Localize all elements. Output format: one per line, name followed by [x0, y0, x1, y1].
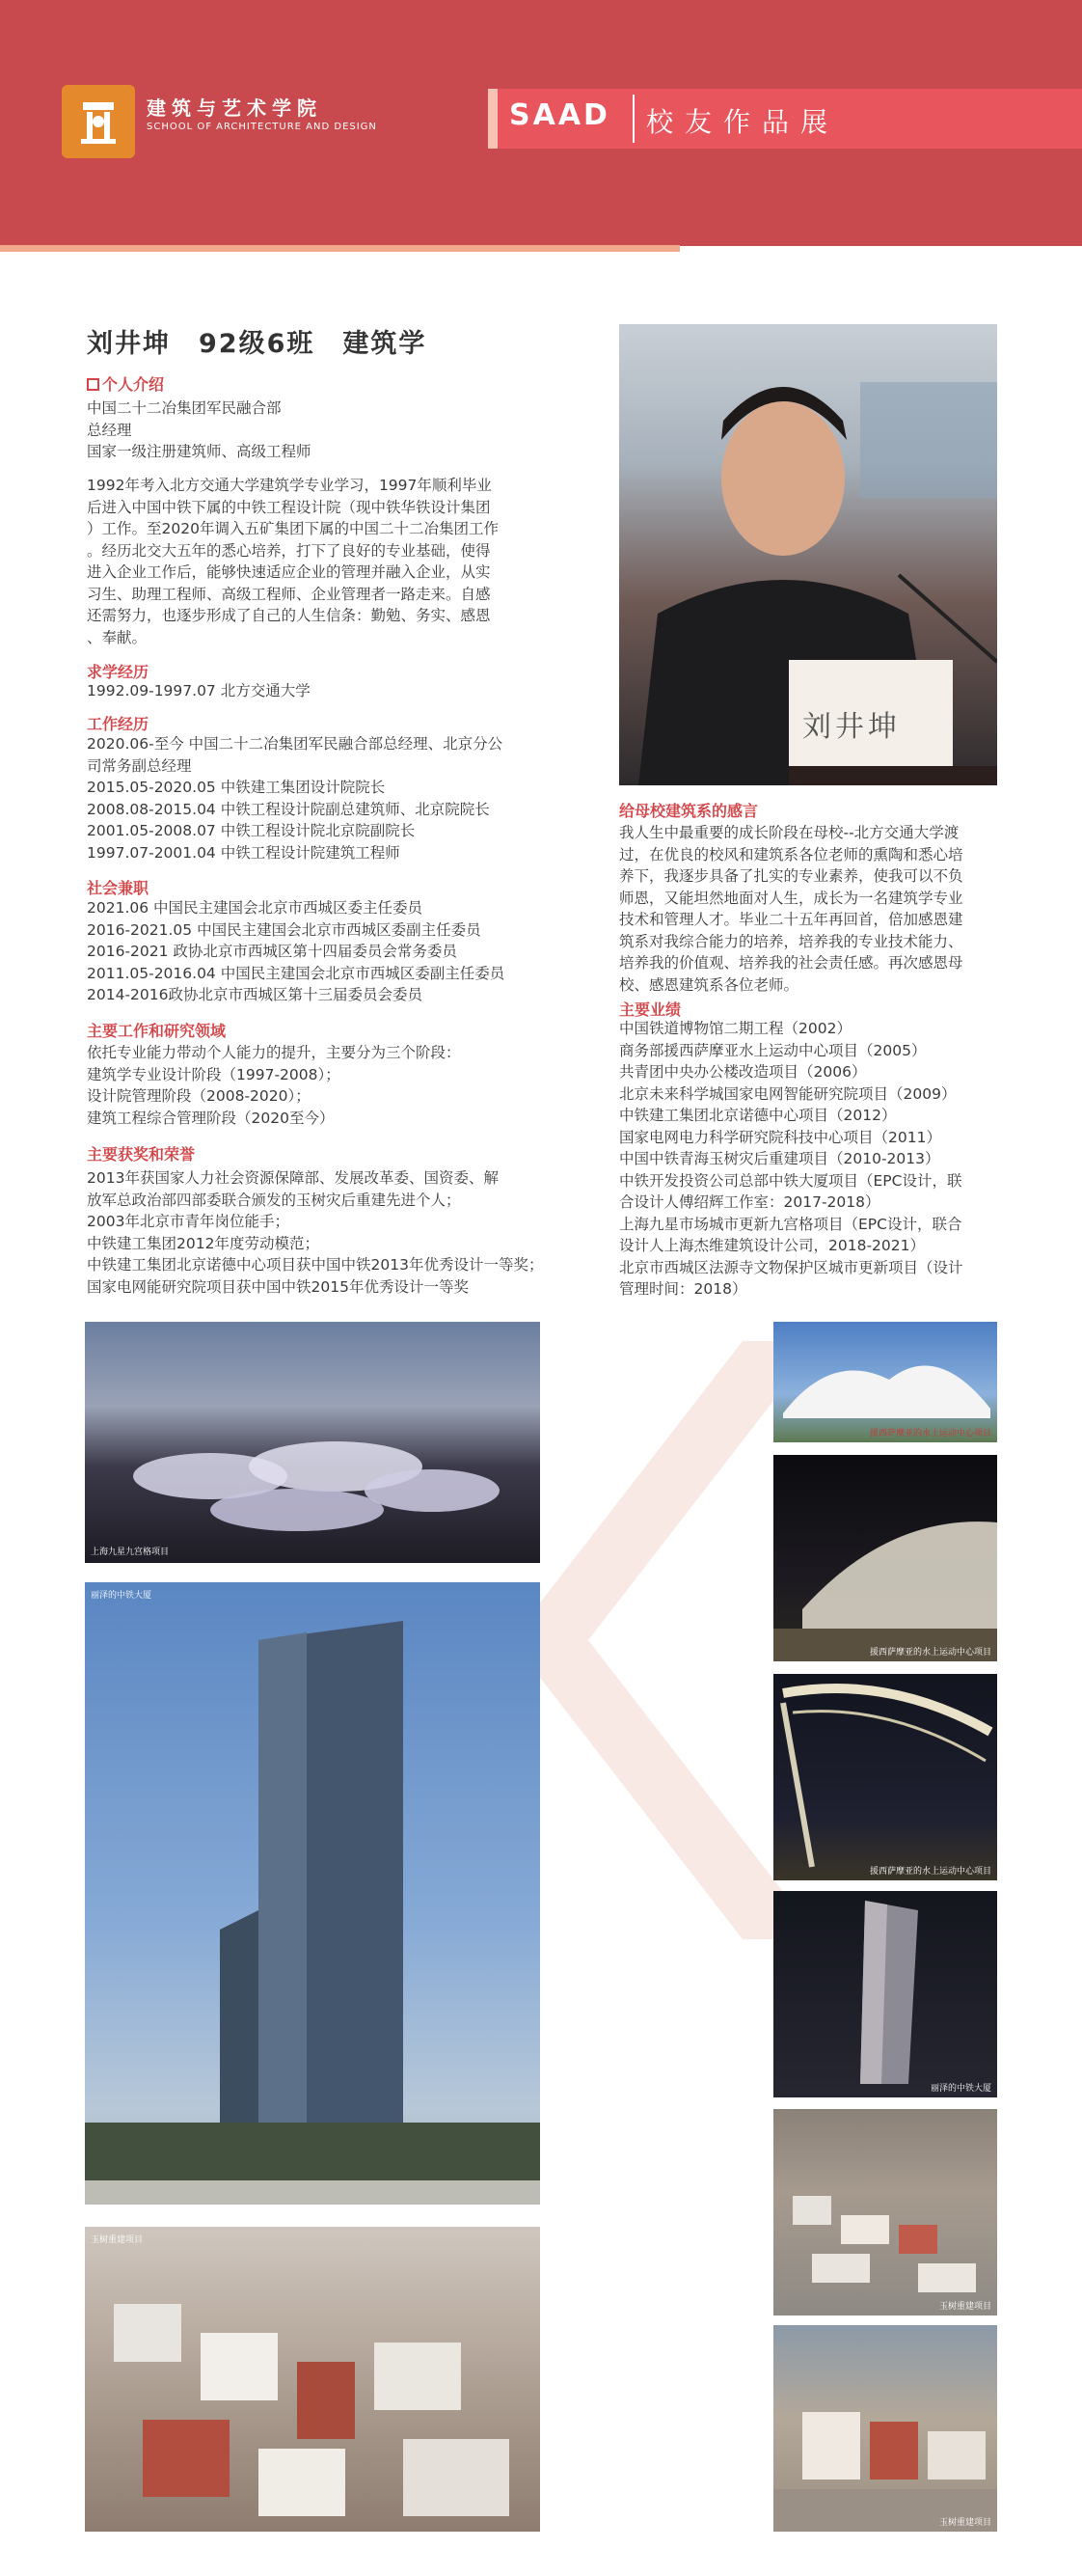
thanks-line: 师恩，又能坦然地面对人生，成长为一名建筑学专业: [619, 889, 963, 907]
social-line: 2011.05-2016.04 中国民主建国会北京市西城区委副主任委员: [87, 964, 505, 982]
nameplate-text: 刘井坤: [802, 710, 901, 744]
projects-lines: [619, 1018, 963, 1301]
shanghai-illustration: [85, 1322, 540, 1563]
samoa3-illustration: [773, 1674, 997, 1880]
social-line: 2014-2016政协北京市西城区第十三届委员会委员: [87, 986, 422, 1003]
bio-line: ）工作。至2020年调入五矿集团下属的中国二十二冶集团工作: [87, 520, 499, 537]
bio-line: 习生、助理工程师、高级工程师、企业管理者一路走来。自感: [87, 585, 491, 603]
samoa1-illustration: [773, 1322, 997, 1442]
project-line: 中国中铁青海玉树灾后重建项目（2010-2013）: [619, 1150, 940, 1167]
bio-line: 。经历北交大五年的悉心培养，打下了良好的专业基础，使得: [87, 541, 491, 560]
project-line: 设计人上海杰维建筑设计公司，2018-2021）: [619, 1237, 925, 1254]
thanks-heading: 给母校建筑系的感言: [619, 802, 759, 820]
thanks-line: 技术和管理人才。毕业二十五年再回首，倍加感恩建: [619, 911, 963, 928]
school-name-cn: 建筑与艺术学院: [147, 96, 322, 120]
social-heading: 社会兼职: [87, 879, 149, 897]
bio-line: 1992年考入北方交通大学建筑学专业学习，1997年顺利毕业: [87, 477, 492, 494]
bio-line: 、奉献。: [87, 628, 148, 646]
research-line: 设计院管理阶段（2008-2020）；: [87, 1087, 311, 1105]
project-line: 共青团中央办公楼改造项目（2006）: [619, 1063, 867, 1081]
school-name-en: SCHOOL OF ARCHITECTURE AND DESIGN: [147, 122, 377, 132]
social-line: 2016-2021 政协北京市西城区第十四届委员会常务委员: [87, 943, 457, 960]
intro-line: 总经理: [87, 421, 132, 439]
award-line: 2013年获国家人力社会资源保障部、发展改革委、国资委、解: [87, 1169, 499, 1187]
education-heading: 求学经历: [87, 663, 149, 681]
header-accent-line: [0, 245, 680, 252]
exhibit-banner-strip: [488, 89, 498, 149]
samoa3-caption: 援西萨摩亚的水上运动中心项目: [869, 1867, 991, 1877]
research-line: 建筑学专业设计阶段（1997-2008）；: [87, 1065, 340, 1083]
research-line: 依托专业能力带动个人能力的提升，主要分为三个阶段：: [87, 1044, 461, 1061]
project-line: 国家电网电力科学研究院科技中心项目（2011）: [619, 1128, 941, 1146]
thanks-line: 养下，我逐步具备了扎实的专业素养，使我可以不负: [619, 867, 963, 885]
research-lines: [87, 1042, 461, 1129]
award-line: 国家电网能研究院项目获中国中铁2015年优秀设计一等奖: [87, 1277, 469, 1296]
samoa2-caption: 援西萨摩亚的水上运动中心项目: [869, 1648, 991, 1658]
intro-line: 国家一级注册建筑师、高级工程师: [87, 443, 311, 460]
bio-paragraph: [87, 475, 499, 648]
projects-heading: 主要业绩: [619, 1000, 682, 1019]
school-logo: [62, 85, 135, 158]
samoa-photo-3: [773, 1674, 997, 1880]
yushu-r1-illustration: [773, 2109, 997, 2316]
yushu-left-illustration: [85, 2227, 540, 2532]
shanghai-project-photo: [85, 1322, 540, 1563]
education-line: 1992.09-1997.07 北方交通大学: [87, 682, 311, 699]
saad-label: SAAD: [509, 98, 610, 132]
samoa1-caption: 援西萨摩亚的水上运动中心项目: [869, 1429, 991, 1439]
alumni-title: 刘井坤 92级6班 建筑学: [87, 329, 427, 359]
yushu-r2-caption: 玉树重建项目: [938, 2518, 991, 2528]
shanghai-caption: 上海九星九宫格项目: [91, 1548, 170, 1557]
column-logo-icon: [79, 98, 118, 145]
thanks-line: 筑系对我综合能力的培养，培养我的专业技术能力、: [619, 932, 963, 950]
exhibit-title: 校友作品展: [646, 106, 840, 138]
yushu-left-caption: 玉树重建项目: [91, 2235, 144, 2245]
bio-line: 后进入中国中铁下属的中铁工程设计院（现中铁华铁设计集团: [87, 498, 491, 516]
awards-heading: 主要获奖和荣誉: [87, 1145, 196, 1164]
project-line: 中铁建工集团北京诺德中心项目（2012）: [619, 1107, 897, 1124]
work-line: 2020.06-至今 中国二十二冶集团军民融合部总经理、北京分公: [87, 735, 503, 753]
thanks-line: 校、感恩建筑系各位老师。: [619, 975, 799, 994]
bio-line: 进入企业工作后，能够快速适应企业的管理并融入企业，从实: [87, 563, 491, 581]
intro-heading: [87, 372, 164, 395]
yushu-r1-caption: 玉树重建项目: [938, 2302, 991, 2312]
portrait-photo: [619, 324, 997, 785]
intro-lines: [87, 397, 311, 463]
project-line: 合设计人傅绍辉工作室：2017-2018）: [619, 1193, 880, 1211]
social-lines: [87, 897, 504, 1006]
yushu-right-photo-2: [773, 2325, 997, 2532]
intro-line: 中国二十二冶集团军民融合部: [87, 399, 282, 417]
project-line: 商务部援西萨摩亚水上运动中心项目（2005）: [619, 1041, 927, 1059]
award-line: 中铁建工集团北京诺德中心项目获中国中铁2013年优秀设计一等奖；: [87, 1256, 544, 1274]
project-line: 中国铁道博物馆二期工程（2002）: [619, 1020, 852, 1037]
work-line: 2008.08-2015.04 中铁工程设计院副总建筑师、北京院院长: [87, 800, 490, 818]
award-line: 放军总政治部四部委联合颁发的玉树灾后重建先进个人；: [87, 1191, 461, 1209]
awards-lines: [87, 1167, 543, 1298]
work-lines: [87, 733, 502, 863]
social-line: 2016-2021.05 中国民主建国会北京市西城区委副主任委员: [87, 920, 481, 939]
work-line: 2015.05-2020.05 中铁建工集团设计院院长: [87, 779, 386, 796]
research-line: 建筑工程综合管理阶段（2020至今）: [87, 1109, 335, 1127]
bio-line: 还需努力，也逐步形成了自己的人生信条：勤勉、务实、感恩: [87, 607, 491, 624]
project-line: 中铁开发投资公司总部中铁大厦项目（EPC设计，联: [619, 1171, 962, 1190]
samoa-photo-2: [773, 1455, 997, 1661]
award-line: 2003年北京市青年岗位能手；: [87, 1213, 289, 1230]
thanks-line: 培养我的价值观、培养我的社会责任感。再次感恩母: [619, 954, 963, 972]
edit-icon: [87, 378, 99, 391]
work-line: 2001.05-2008.07 中铁工程设计院北京院副院长: [87, 822, 416, 839]
samoa-photo-1: [773, 1322, 997, 1442]
project-line: 管理时间：2018）: [619, 1280, 747, 1298]
project-line: 北京市西城区法源寺文物保护区城市更新项目（设计: [619, 1258, 963, 1276]
tower-caption: 丽泽的中铁大厦: [91, 1591, 152, 1601]
tower-illustration: [85, 1582, 540, 2205]
yushu-r2-illustration: [773, 2325, 997, 2532]
yushu-left-photo: [85, 2227, 540, 2532]
banner-divider: [633, 95, 635, 143]
award-line: 中铁建工集团2012年度劳动模范；: [87, 1234, 319, 1252]
tower-night-illustration: [773, 1891, 997, 2097]
thanks-lines: [619, 822, 963, 996]
thanks-line: 过，在优良的校风和建筑系各位老师的熏陶和悉心培: [619, 845, 963, 863]
samoa2-illustration: [773, 1455, 997, 1661]
work-line: 司常务副总经理: [87, 756, 192, 775]
project-line: 上海九星市场城市更新九宫格项目（EPC设计，联合: [619, 1215, 962, 1233]
tower-photo: [85, 1582, 540, 2205]
intro-heading-label: 个人介绍: [102, 375, 165, 394]
yushu-right-photo-1: [773, 2109, 997, 2316]
tower-night-caption: 丽泽的中铁大厦: [930, 2084, 991, 2094]
tower-night-photo: [773, 1891, 997, 2097]
thanks-line: 我人生中最重要的成长阶段在母校--北方交通大学渡: [619, 824, 960, 841]
project-line: 北京未来科学城国家电网智能研究院项目（2009）: [619, 1084, 957, 1103]
social-line: 2021.06 中国民主建国会北京市西城区委主任委员: [87, 899, 423, 917]
work-heading: 工作经历: [87, 715, 149, 733]
work-line: 1997.07-2001.04 中铁工程设计院建筑工程师: [87, 843, 400, 862]
research-heading: 主要工作和研究领域: [87, 1022, 227, 1040]
education-lines: [87, 680, 311, 702]
